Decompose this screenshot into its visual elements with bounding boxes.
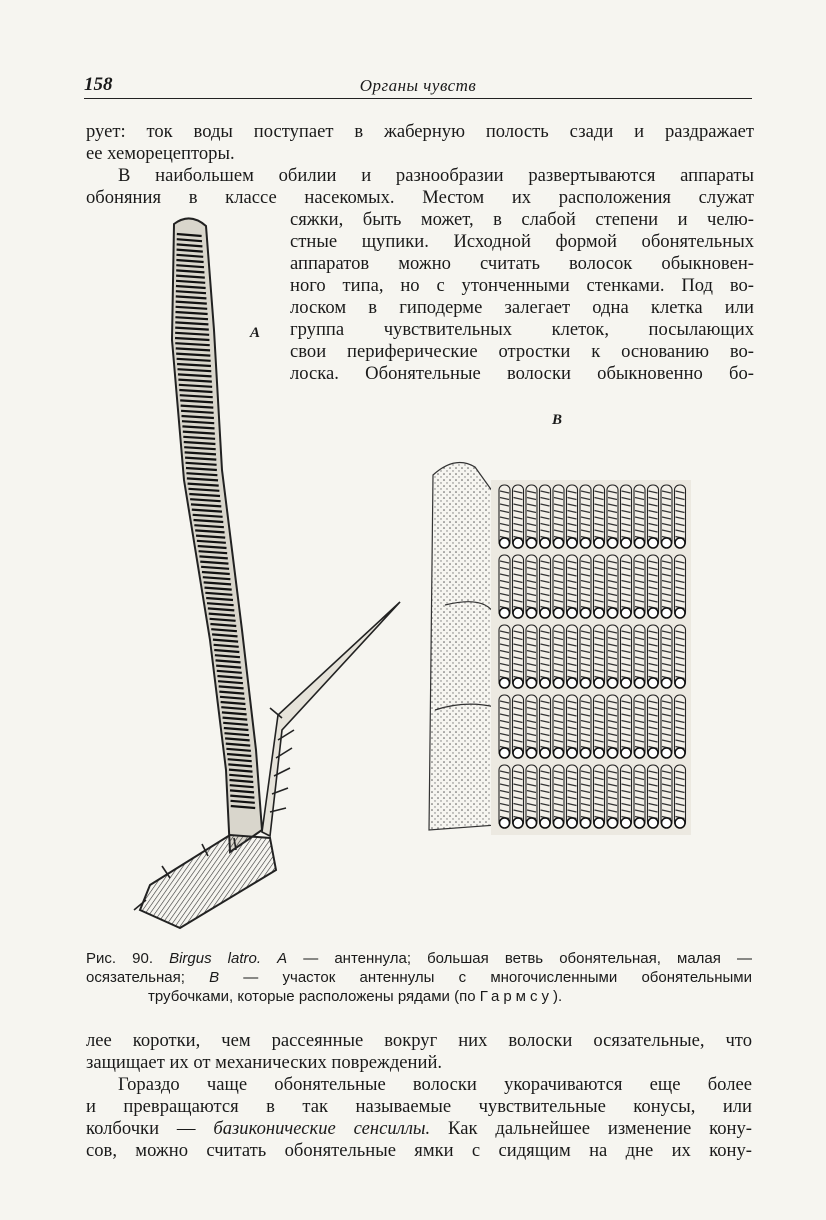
- caption-prefix: Рис. 90.: [86, 950, 170, 967]
- olfactory-tube: [621, 555, 632, 618]
- text-line: [86, 1118, 752, 1140]
- olfactory-tube: [567, 555, 578, 618]
- olfactory-tube: [648, 555, 659, 618]
- olfactory-tube: [580, 765, 591, 828]
- olfactory-tube: [621, 765, 632, 828]
- olfactory-tube: [607, 695, 618, 758]
- olfactory-tube: [675, 695, 686, 758]
- caption-line-1: [86, 949, 752, 968]
- olfactory-tube: [580, 485, 591, 548]
- olfactory-tube: [553, 625, 564, 688]
- caption-text: ).: [553, 988, 563, 1005]
- text-line: Гораздо чаще обонятельные волоски укорачиваются еще более: [118, 1074, 752, 1095]
- caption-text: трубочками, которые расположены рядами (по: [148, 988, 480, 1005]
- olfactory-tube: [607, 765, 618, 828]
- olfactory-tube: [513, 625, 524, 688]
- olfactory-tube: [499, 485, 510, 548]
- olfactory-tube: [567, 765, 578, 828]
- olfactory-tube: [661, 695, 672, 758]
- antennule-drawing: [110, 210, 410, 930]
- olfactory-tube: [621, 485, 632, 548]
- olfactory-tube: [540, 695, 551, 758]
- olfactory-tube: [540, 765, 551, 828]
- olfactory-tube: [594, 625, 605, 688]
- caption-label-a: А: [277, 950, 288, 967]
- olfactory-tube: [648, 485, 659, 548]
- olfactory-tube: [634, 485, 645, 548]
- olfactory-tube: [580, 555, 591, 618]
- olfactory-tube: [526, 485, 537, 548]
- olfactory-tube: [567, 625, 578, 688]
- olfactory-tube: [594, 485, 605, 548]
- text-line: группа чувствительных клеток, посылающих: [290, 319, 754, 340]
- olfactory-tube: [661, 625, 672, 688]
- text-line: обоняния в классе насекомых. Местом их расположения служат: [86, 187, 754, 208]
- olfactory-tube: [621, 625, 632, 688]
- olfactory-tube: [513, 695, 524, 758]
- text-line: В наибольшем обилии и разнообразии развертываются аппараты: [118, 165, 754, 186]
- olfactory-tube: [499, 765, 510, 828]
- olfactory-tube: [567, 695, 578, 758]
- olfactory-tube: [513, 485, 524, 548]
- text-line: свои периферические отростки к основанию во-: [290, 341, 754, 362]
- text-line: защищает их от механических повреждений.: [86, 1052, 443, 1073]
- olfactory-tube: [540, 485, 551, 548]
- olfactory-tube: [661, 555, 672, 618]
- olfactory-tube: [648, 625, 659, 688]
- tube-array-drawing: [425, 455, 705, 835]
- text-line: рует: ток воды поступает в жаберную полость сзади и раздражает: [86, 121, 754, 142]
- olfactory-tube: [499, 695, 510, 758]
- olfactory-tube: [526, 555, 537, 618]
- olfactory-tube: [513, 555, 524, 618]
- olfactory-tube: [634, 695, 645, 758]
- olfactory-tube: [513, 765, 524, 828]
- olfactory-tube: [648, 765, 659, 828]
- olfactory-tube: [594, 695, 605, 758]
- caption-text: осязательная;: [86, 969, 210, 986]
- text-line: сяжки, быть может, в слабой степени и челю-: [290, 209, 754, 230]
- text-line: лее коротки, чем рассеянные вокруг них волоски осязательные, что: [86, 1030, 752, 1051]
- olfactory-tube: [594, 765, 605, 828]
- text-line: лоском в гиподерме залегает одна клетка или: [290, 297, 754, 318]
- page-header: [84, 74, 752, 99]
- olfactory-tube: [634, 555, 645, 618]
- olfactory-tube: [553, 555, 564, 618]
- olfactory-tube: [675, 555, 686, 618]
- page-number: 158: [84, 74, 113, 95]
- olfactory-tube: [499, 555, 510, 618]
- olfactory-tube: [621, 695, 632, 758]
- text-line: ного типа, но с утонченными стенками. Под во-: [290, 275, 754, 296]
- text-line: аппаратов можно считать волосок обыкновен-: [290, 253, 754, 274]
- olfactory-tube: [675, 485, 686, 548]
- figure-label-b: В: [552, 412, 563, 428]
- term-basiconic-sensilla: базиконические сенсиллы.: [213, 1118, 431, 1139]
- olfactory-tube: [607, 485, 618, 548]
- olfactory-tube: [661, 765, 672, 828]
- olfactory-tube: [553, 485, 564, 548]
- olfactory-tube: [526, 695, 537, 758]
- text-line: лоска. Обонятельные волоски обыкновенно бо-: [290, 363, 754, 384]
- text-line: ее хеморецепторы.: [86, 143, 235, 164]
- text-span: колбочки —: [86, 1118, 214, 1139]
- olfactory-tube: [675, 625, 686, 688]
- text-span: Как дальнейшее изменение кону-: [430, 1118, 753, 1139]
- olfactory-tube: [675, 765, 686, 828]
- olfactory-tube: [553, 765, 564, 828]
- caption-text: — антеннула; большая ветвь обонятельная, малая —: [287, 950, 752, 967]
- olfactory-tube: [648, 695, 659, 758]
- caption-line-3: [148, 987, 562, 1006]
- text-line: и превращаются в так называемые чувствительные конусы, или: [86, 1096, 752, 1117]
- olfactory-tube: [594, 555, 605, 618]
- olfactory-tube: [526, 765, 537, 828]
- olfactory-tube: [607, 555, 618, 618]
- text-line: сов, можно считать обонятельные ямки с сидящим на дне их кону-: [86, 1140, 752, 1161]
- caption-author: Гармсу: [479, 988, 553, 1005]
- olfactory-tube: [526, 625, 537, 688]
- olfactory-tube: [634, 765, 645, 828]
- caption-text: — участок антеннулы с многочисленными обонятельными: [219, 969, 752, 986]
- olfactory-tube: [607, 625, 618, 688]
- olfactory-tube: [540, 555, 551, 618]
- running-title: Органы чувств: [359, 76, 477, 95]
- olfactory-tube: [661, 485, 672, 548]
- olfactory-tube: [580, 695, 591, 758]
- text-line: стные щупики. Исходной формой обонятельных: [290, 231, 754, 252]
- caption-space: [261, 950, 277, 967]
- olfactory-tube: [499, 625, 510, 688]
- olfactory-tube: [553, 695, 564, 758]
- olfactory-tube: [580, 625, 591, 688]
- olfactory-tube: [540, 625, 551, 688]
- figure-label-a: А: [250, 325, 261, 341]
- caption-label-b: В: [209, 969, 220, 986]
- olfactory-tube: [567, 485, 578, 548]
- olfactory-tube: [634, 625, 645, 688]
- species-name: Birgus latro.: [169, 950, 262, 967]
- caption-line-2: [86, 968, 752, 987]
